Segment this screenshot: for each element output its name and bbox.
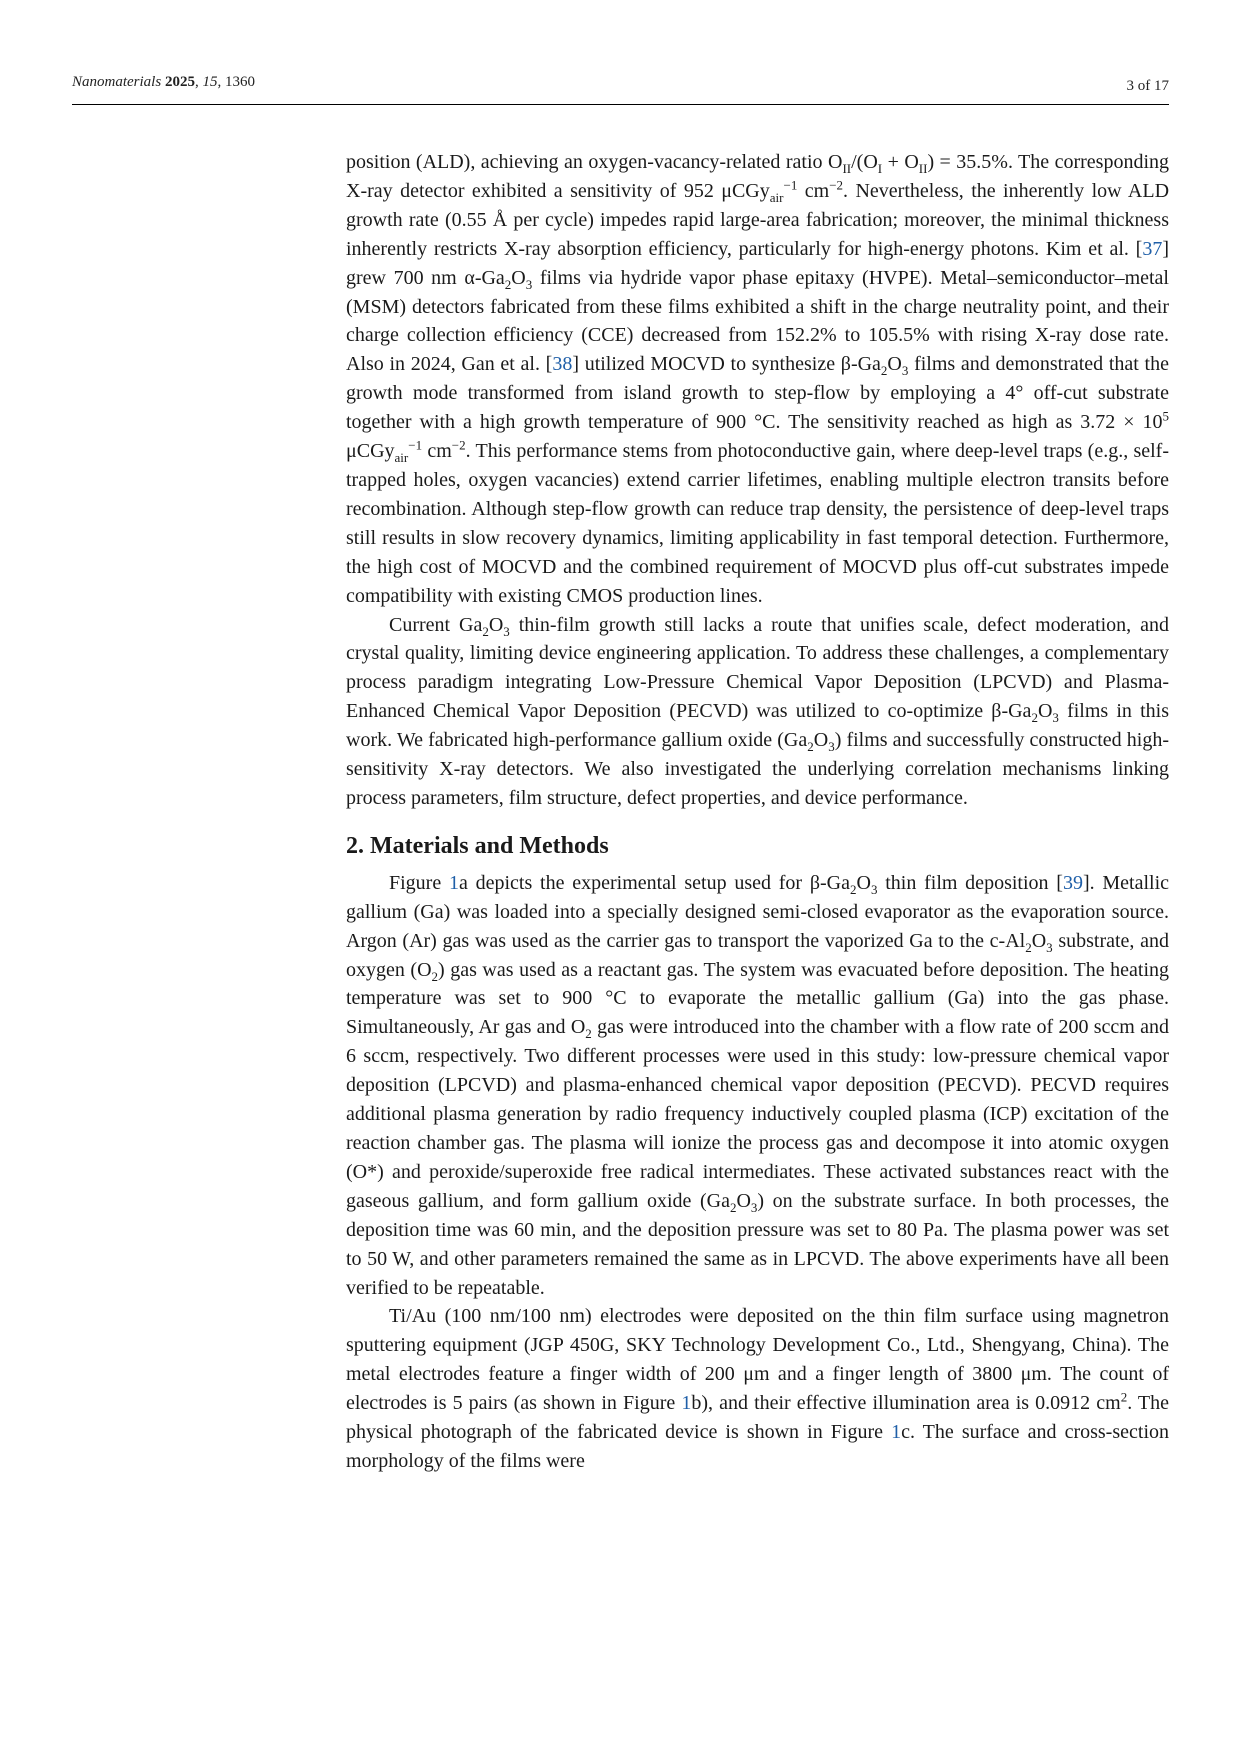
section-heading: 2. Materials and Methods [346, 832, 609, 859]
text-run: ) gas was used as a reactant gas. The system was evacuated before deposition. The heating temperature was set to 900 °C to evaporate the metallic gallium (Ga) into the gas phase. Simultaneously, Ar gas and O [346, 958, 1170, 1039]
subscript: 2 [850, 881, 857, 897]
text-run: position (ALD), achieving an oxygen-vacancy-related ratio O [346, 151, 843, 173]
text-run: O [1031, 929, 1047, 952]
subscript: 3 [750, 1199, 758, 1215]
body-text [346, 148, 1169, 1476]
subscript: 3 [901, 363, 909, 379]
subscript: 3 [1046, 939, 1053, 955]
paragraph [346, 1302, 1169, 1475]
text-run: + O [882, 151, 919, 173]
text-run: . This performance stems from photoconductive gain, where deep-level traps (e.g., self-trapped holes, oxygen vacancies) extend carrier lifetimes, enabling multiple electron transits before recombination. Although step-flow growth can reduce trap density, the persistence of deep-level traps still results in slow recovery dynamics, limiting applicability in fast temporal detection. Furthermore, the high cost of MOCVD and the combined requirement of MOCVD plus off-cut substrates impede compatibility with existing CMOS production lines. [346, 440, 1170, 607]
text-run: films via hydride vapor phase epitaxy (HVPE). Metal–semiconductor–metal (MSM) detectors fabricated from these films exhibited a shift in the charge neutrality point, and their charge collection efficiency (CCE) decreased from 152.2% to 105.5% with rising X-ray dose rate. Also in 2024, Gan et al. [ [346, 266, 1169, 376]
subscript: 2 [504, 276, 512, 292]
subscript: 3 [828, 739, 835, 755]
text-run: Current Ga [389, 613, 483, 636]
text-run: O [856, 871, 871, 894]
subscript: 2 [1031, 710, 1038, 726]
text-run: cm [422, 440, 452, 463]
text-run: films and demonstrated that the growth mode transformed from island growth to step-flow by employing a 4° off-cut substrate together with a high growth temperature of 900 °C. The sensitivity reached as high as 3.72 × 10 [346, 353, 1169, 434]
subscript: air [394, 450, 409, 466]
article-number: 1360 [224, 74, 255, 90]
subscript: 3 [870, 881, 878, 897]
subscript: 2 [482, 623, 489, 639]
subscript: 3 [525, 276, 533, 292]
text-run: ) on the substrate surface. In both processes, the deposition time was 60 min, and the deposition pressure was set to 80 Pa. The plasma power was set to 50 W, and other parameters remained the same as in LPCVD. The above experiments have all been verified to be repeatable. [346, 1189, 1169, 1299]
subscript: 3 [503, 623, 510, 639]
page-number: 3 of 17 [1126, 78, 1169, 94]
text-run: O [511, 266, 526, 289]
text-run: substrate, and oxygen (O [346, 929, 1169, 981]
text-run: O [1037, 700, 1053, 723]
text-run: O [736, 1189, 751, 1212]
text-run: Ti/Au (100 nm/100 nm) electrodes were deposited on the thin film surface using magnetron sputtering equipment (JGP 450G, SKY Technology Development Co., Ltd., Shengyang, China). The metal electrodes feature a finger width of 200 μm and a finger length of 3800 μm. The count of electrodes is 5 pairs (as shown in Figure [346, 1305, 1169, 1415]
citation-link[interactable]: 39 [1062, 871, 1083, 894]
text-run: O [887, 353, 902, 376]
citation-link[interactable]: 1 [448, 871, 459, 894]
subscript: 2 [807, 739, 814, 755]
text-run: gas were introduced into the chamber with a flow rate of 200 sccm and 6 sccm, respectively. Two different processes were used in this study: low-pressure chemical vapor deposition (LPCVD) and plasma-enhanced chemical vapor deposition (PECVD). PECVD requires additional plasma generation by radio frequency inductively coupled plasma (ICP) excitation of the reaction chamber gas. The plasma will ionize the process gas and decompose it into atomic oxygen (O*) and peroxide/superoxide free radical intermediates. These activated substances react with the gaseous gallium, and form gallium oxide (Ga [346, 1016, 1170, 1212]
subscript: 2 [1025, 939, 1032, 955]
text-run: ) films and successfully constructed high-sensitivity X-ray detectors. We also investigated the underlying correlation mechanisms linking process parameters, film structure, defect properties, and device performance. [346, 729, 1170, 809]
text-run: cm [797, 179, 830, 202]
citation-link[interactable]: 38 [552, 353, 573, 376]
text-run: O [488, 613, 504, 636]
superscript: −2 [451, 437, 466, 453]
subscript: air [769, 189, 784, 205]
paragraph [346, 148, 1169, 611]
text-run: . The physical photograph of the fabricated device is shown in Figure [346, 1392, 1170, 1444]
text-run: ] grew 700 nm α-Ga [346, 237, 1169, 289]
superscript: 2 [1120, 1389, 1128, 1405]
superscript: −1 [408, 437, 423, 453]
subscript: 2 [585, 1026, 592, 1042]
text-run: a depicts the experimental setup used for β-Ga [458, 871, 851, 894]
superscript: −2 [829, 177, 844, 193]
subscript: 2 [431, 968, 439, 984]
text-run: /(O [851, 151, 878, 173]
superscript: 5 [1162, 408, 1169, 424]
text-run: ] utilized MOCVD to synthesize β-Ga [572, 353, 881, 376]
paragraph [346, 611, 1169, 813]
page-header [72, 70, 1169, 105]
citation-link[interactable]: 1 [681, 1392, 692, 1415]
subscript: 3 [1052, 710, 1059, 726]
journal-year: 2025 [164, 74, 195, 90]
journal-name: Nanomaterials [72, 74, 162, 90]
subscript: II [918, 161, 928, 176]
text-run: ) = 35.5%. The corresponding X-ray detector exhibited a sensitivity of 952 μCGy [346, 151, 1170, 202]
subscript: I [877, 161, 883, 176]
text-run: thin film deposition [ [877, 871, 1063, 894]
subscript: 2 [880, 363, 888, 379]
text-run: ]. Metallic gallium (Ga) was loaded into a specially designed semi-closed evaporator as the evaporation source. Argon (Ar) gas was used as the carrier gas to transport the vaporized Ga to the c-Al [346, 871, 1169, 952]
journal-volume: 15 [202, 74, 218, 90]
citation-link[interactable]: 37 [1142, 237, 1163, 260]
text-run: μCGy [346, 440, 395, 463]
text-run: O [813, 729, 829, 752]
text-run: . Nevertheless, the inherently low ALD growth rate (0.55 Å per cycle) impedes rapid large-area fabrication; moreover, the minimal thickness inherently restricts X-ray absorption efficiency, particularly for high-energy photons. Kim et al. [ [346, 179, 1170, 260]
text-run: thin-film growth still lacks a route that unifies scale, defect moderation, and crystal quality, limiting device engineering application. To address these challenges, a complementary process paradigm integrating Low-Pressure Chemical Vapor Deposition (LPCVD) and Plasma-Enhanced Chemical Vapor Deposition (PECVD) was utilized to co-optimize β-Ga [346, 613, 1169, 723]
text-run: films in this work. We fabricated high-performance gallium oxide (Ga [346, 700, 1169, 752]
superscript: −1 [783, 177, 798, 193]
subscript: II [842, 161, 852, 176]
text-run: b), and their effective illumination area is 0.0912 cm [691, 1392, 1121, 1415]
paragraph [346, 869, 1169, 1303]
text-run: c. The surface and cross-section morphology of the films were [346, 1421, 1169, 1472]
text-run: Figure [389, 871, 449, 894]
citation-link[interactable]: 1 [891, 1421, 902, 1444]
subscript: 2 [729, 1199, 737, 1215]
journal-citation: Nanomaterials 2025, 15, 1360 [72, 74, 255, 90]
